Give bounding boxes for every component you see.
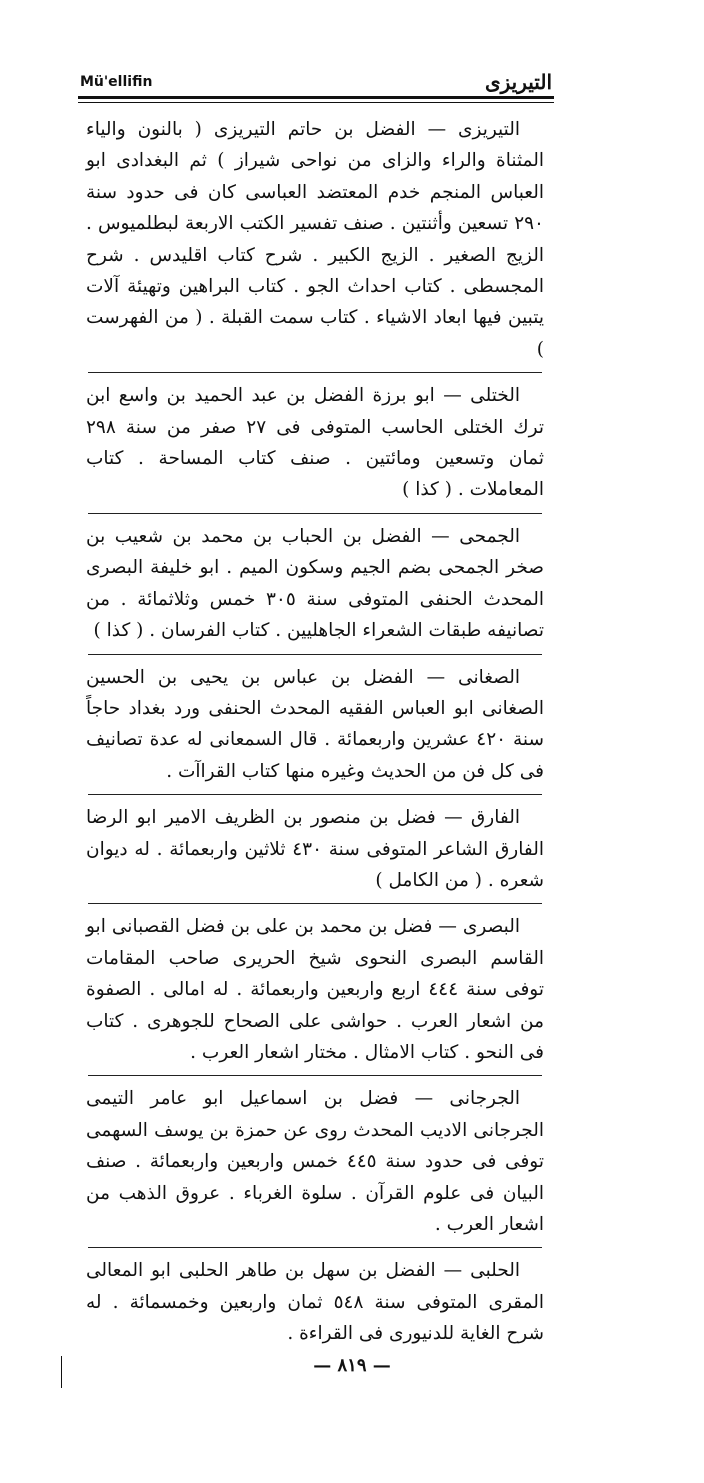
entry-separator <box>88 513 542 514</box>
entry-saghani: الصغانى — الفضل بن عباس بن يحيى بن الحسين الصغانى ابو العباس الفقيه المحدث الحنفى ورد بغداد حاجاً سنة ٤٢٠ عشرين واربعمائة . قال السمعانى له عدة تصانيف فى كل فن من الحديث وغيره منها كتاب القراآت . <box>86 666 544 782</box>
header-entry-keyword: التيريزى <box>484 70 552 94</box>
entry-separator <box>88 1247 542 1248</box>
entry-fariq: الفارق — فضل بن منصور بن الظريف الامير ابو الرضا الفارق الشاعر المتوفى سنة ٤٣٠ ثلاثين واربعمائة . له ديوان شعره . ( من الكامل ) <box>86 807 544 891</box>
entry-jurjani: الجرجانى — فضل بن اسماعيل ابو عامر التيمى الجرجانى الاديب المحدث روى عن حمزة بن يوسف السهمى توفى فى حدود سنة ٤٤٥ خمس واربعين واربعمائة . صنف البيان فى علوم القرآن . سلوة الغرباء . عروق الذهب من اشعار العرب . <box>86 1088 545 1235</box>
entry-separator <box>88 1075 542 1076</box>
page-number: — ٨١٩ — <box>313 1355 391 1376</box>
entry-tabrizi: التيريزى — الفضل بن حاتم التيريزى ( بالنون والياء المثناة والراء والزاى من نواحى شيراز ) ثم البغدادى ابو العباس المنجم خدم المعتضد العباسى كان فى حدود سنة ٢٩٠ تسعين وأثنتين . صنف تفسير الكتب الاربعة لبطلميوس . الزيج الصغير . الزيج الكبير . شرح كتاب اقليدس . شرح المجسطى . كتاب احداث الجو . كتاب البراهين وتهيئة آلات يتبين فيها ابعاد الاشياء . كتاب سمت القبلة . ( من الفهرست ) <box>86 119 544 360</box>
entry-separator <box>88 372 542 373</box>
header-rule-thick <box>78 96 554 99</box>
entry-jumahi: الجمحى — الفضل بن الحباب بن محمد بن شعيب بن صخر الجمحى بضم الجيم وسكون الميم . ابو خليفة البصرى المحدث الحنفى المتوفى سنة ٣٠٥ خمس وثلاثمائة . من تصانيفه طبقات الشعراء الجاهليين . كتاب الفرسان . ( كذا ) <box>86 525 544 642</box>
page-body <box>86 114 544 1357</box>
entry-separator <box>88 903 542 904</box>
header-rule-thin <box>78 102 554 103</box>
entry-halabi: الحلبى — الفضل بن سهل بن طاهر الحلبى ابو المعالى المقرى المتوفى سنة ٥٤٨ ثمان واربعين وخمسمائة . له شرح الغاية للدنيورى فى القراءة . <box>86 1260 544 1345</box>
header-series-title: Mü'ellifin <box>80 74 153 90</box>
entry-separator <box>88 654 542 655</box>
margin-mark <box>61 1356 62 1388</box>
entry-separator <box>88 794 542 795</box>
entry-khuttali: الختلى — ابو برزة الفضل بن عبد الحميد بن واسع ابن ترك الختلى الحاسب المتوفى فى ٢٧ صفر من سنة ٢٩٨ ثمان وتسعين ومائتين . صنف كتاب المساحة . كتاب المعاملات . ( كذا ) <box>86 385 545 501</box>
entry-basri: البصرى — فضل بن محمد بن على بن فضل القصبانى ابو القاسم البصرى النحوى شيخ الحريرى صاحب المقامات توفى سنة ٤٤٤ اربع واربعين واربعمائة . له امالى . الصفوة من اشعار العرب . حواشى على الصحاح للجوهرى . كتاب فى النحو . كتاب الامثال . مختار اشعار العرب . <box>86 916 544 1063</box>
